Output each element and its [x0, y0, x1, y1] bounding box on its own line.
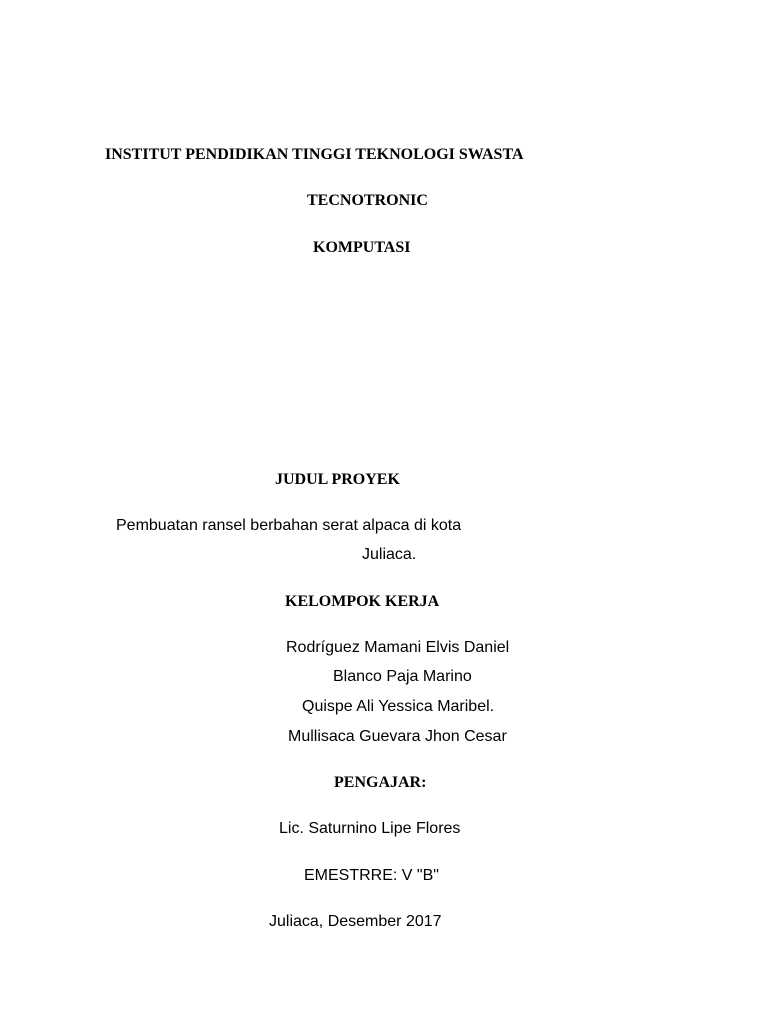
project-heading: JUDUL PROYEK — [275, 471, 400, 488]
institution-name: INSTITUT PENDIDIKAN TINGGI TEKNOLOGI SWASTA — [105, 146, 524, 163]
team-member: Rodríguez Mamani Elvis Daniel — [286, 639, 510, 656]
team-member: Blanco Paja Marino — [333, 668, 472, 685]
project-title-line-2: Juliaca. — [362, 546, 417, 563]
team-member: Mullisaca Guevara Jhon Cesar — [288, 728, 507, 745]
team-member: Quispe Ali Yessica Maribel. — [302, 698, 495, 715]
teacher-heading: PENGAJAR: — [334, 774, 427, 791]
program-name: KOMPUTASI — [313, 239, 411, 256]
semester-label: EMESTRRE: V "B" — [304, 867, 439, 884]
team-heading: KELOMPOK KERJA — [285, 593, 440, 610]
teacher-name: Lic. Saturnino Lipe Flores — [279, 820, 461, 837]
school-name: TECNOTRONIC — [307, 192, 428, 209]
project-title-line-1: Pembuatan ransel berbahan serat alpaca di kota — [116, 517, 462, 534]
place-date: Juliaca, Desember 2017 — [269, 913, 442, 930]
